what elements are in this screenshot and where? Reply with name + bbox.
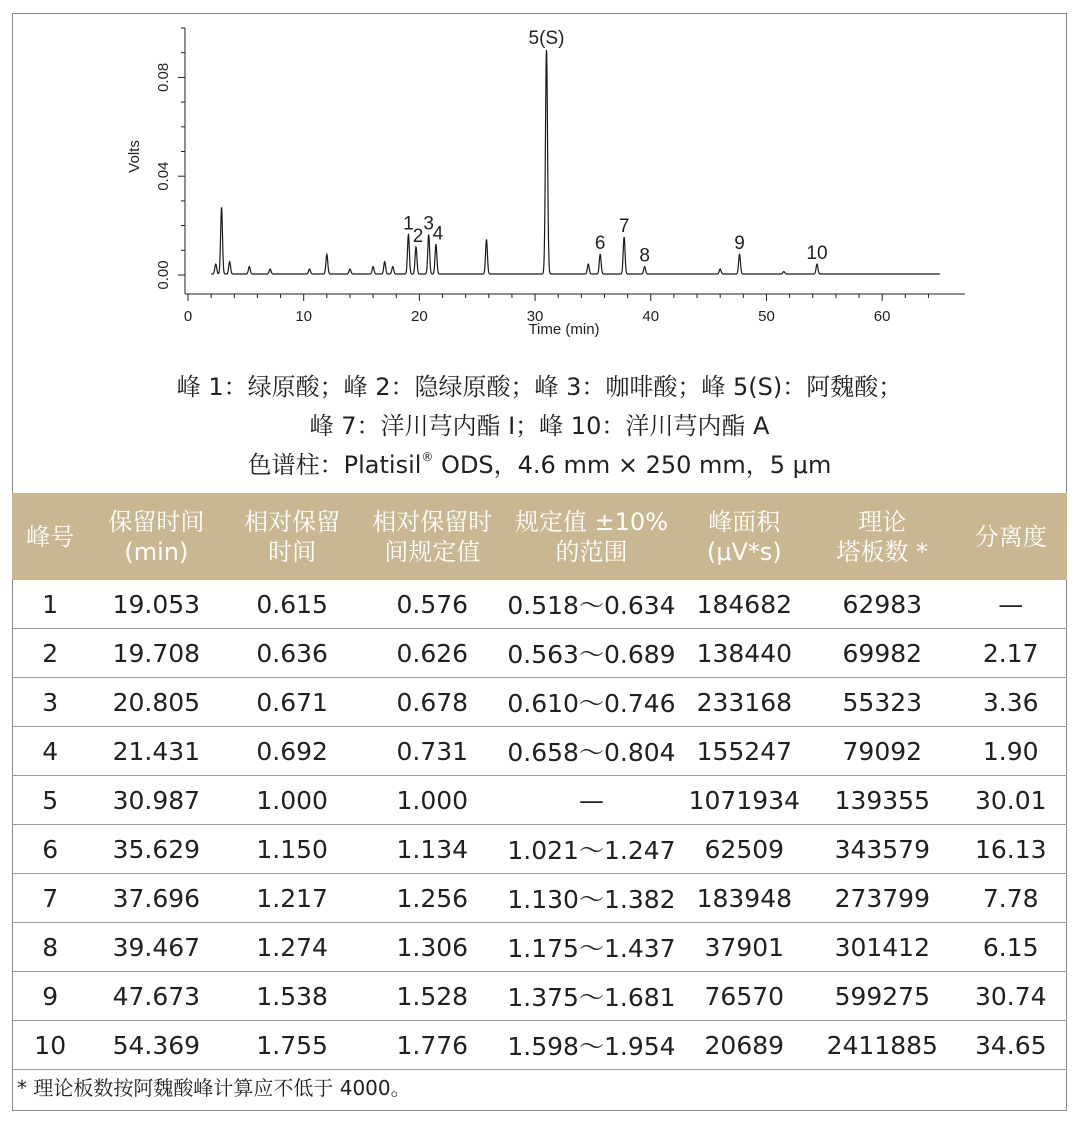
peak-labels [403,28,827,266]
table-cell: 1.538 [224,972,360,1021]
table-cell: 1.274 [224,923,360,972]
table-footnote: * 理论板数按阿魏酸峰计算应不低于 4000。 [17,1076,411,1100]
column-header [88,493,224,580]
peak-label-2: 2 [412,225,424,247]
column-header-line: (min) [124,537,189,566]
table-cell: 2.17 [954,629,1067,678]
column-header [12,493,88,580]
table-cell: 35.629 [88,825,224,874]
table-cell: 184682 [679,580,811,629]
table-cell: 1.90 [954,727,1067,776]
caption-line-3 [12,445,1067,480]
table-cell: 19.708 [88,629,224,678]
caption-line-1: 峰 1：绿原酸；峰 2：隐绿原酸；峰 3：咖啡酸；峰 5(S)：阿魏酸； [176,373,903,401]
table-cell: 0.692 [224,727,360,776]
peak-label-6: 6 [594,233,606,255]
table-cell: 37901 [679,923,811,972]
table-cell: 39.467 [88,923,224,972]
table-cell: 1.598～1.954 [504,1021,678,1070]
chart-axes [185,28,965,294]
table-row [12,825,1067,874]
table-row [12,629,1067,678]
table-cell: 1.130～1.382 [504,874,678,923]
table-cell: 21.431 [88,727,224,776]
table-cell: 0.615 [224,580,360,629]
table-cell: 138440 [679,629,811,678]
table-cell: 54.369 [88,1021,224,1070]
table-cell: 599275 [810,972,954,1021]
table-cell: 1.306 [360,923,504,972]
column-header-line: 分离度 [974,522,1047,551]
table-cell: 30.01 [954,776,1067,825]
table-cell: 69982 [810,629,954,678]
table-cell: 6 [12,825,88,874]
table-cell: 47.673 [88,972,224,1021]
x-tick-label: 20 [411,308,428,325]
table-cell: 1.528 [360,972,504,1021]
table-cell: 20689 [679,1021,811,1070]
y-tick-label: 0.08 [155,62,172,93]
x-tick-label: 0 [183,308,193,325]
table-cell: 1.000 [360,776,504,825]
table-row [12,678,1067,727]
table-cell: 10 [12,1021,88,1070]
column-header-line: 塔板数 * [836,537,929,566]
table-cell: 5 [12,776,88,825]
registered-mark: ® [421,450,434,464]
table-cell: 55323 [810,678,954,727]
peak-label-4: 4 [432,223,444,245]
table-cell: 1071934 [679,776,811,825]
table-cell: 155247 [679,727,811,776]
column-header-line: 理论 [858,507,907,536]
table-cell: 1.256 [360,874,504,923]
column-header-line: 相对保留时 [372,507,493,536]
table-cell: 3.36 [954,678,1067,727]
column-header-line: 间规定值 [384,537,481,566]
table-cell: 20.805 [88,678,224,727]
table-cell: 1.021～1.247 [504,825,678,874]
table-header-row [12,493,1067,580]
table-cell: 7.78 [954,874,1067,923]
table-cell: 6.15 [954,923,1067,972]
x-tick-label: 10 [295,308,313,325]
peak-label-10: 10 [806,243,828,265]
column-header-line: 时间 [268,537,317,566]
column-header-line: 峰面积 [708,507,781,536]
table-row [12,727,1067,776]
table-cell: 8 [12,923,88,972]
y-tick-label: 0.04 [155,161,172,191]
table-cell: 0.731 [360,727,504,776]
chromatogram-trace [211,50,940,274]
table-cell: 9 [12,972,88,1021]
peak-label-8: 8 [639,245,650,267]
column-header [810,493,954,580]
table-row [12,874,1067,923]
x-tick-label: 60 [873,308,891,325]
table-cell: — [954,580,1067,629]
table-cell: 2 [12,629,88,678]
table-cell: 1.755 [224,1021,360,1070]
table-cell: 37.696 [88,874,224,923]
column-header-line: 峰号 [26,522,75,551]
table-row [12,580,1067,629]
table-cell: 7 [12,874,88,923]
peak-label-3: 3 [423,213,434,235]
x-tick-label: 30 [526,308,544,325]
chart-ticks [155,28,928,325]
column-header-line: 相对保留 [244,507,341,536]
table-cell: 139355 [810,776,954,825]
table-cell: 183948 [679,874,811,923]
table-cell: 0.518～0.634 [504,580,678,629]
column-header-line: (μV*s) [706,537,782,566]
table-body [12,580,1067,1070]
table-cell: 301412 [810,923,954,972]
peak-table-wrapper [12,493,1067,1070]
table-cell: 19.053 [88,580,224,629]
table-cell: 0.610～0.746 [504,678,678,727]
table-cell: 4 [12,727,88,776]
peak-label-5(S): 5(S) [528,28,565,50]
column-header-line: 规定值 ±10% [514,507,669,536]
y-tick-label: 0.00 [155,260,172,290]
table-cell: 1.175～1.437 [504,923,678,972]
table-header [12,493,1067,580]
table-cell: 233168 [679,678,811,727]
table-row [12,776,1067,825]
table-cell: 2411885 [810,1021,954,1070]
table-cell: 30.987 [88,776,224,825]
table-cell: 1 [12,580,88,629]
x-tick-label: 40 [642,308,660,325]
table-row [12,1021,1067,1070]
table-cell: 0.626 [360,629,504,678]
peak-label-7: 7 [618,215,630,237]
y-axis-label: Volts [126,140,143,173]
column-header [224,493,360,580]
column-header [360,493,504,580]
column-header-line: 的范围 [555,537,628,566]
peak-label-1: 1 [403,213,414,235]
column-header-line: 保留时间 [108,507,205,536]
table-cell: 1.150 [224,825,360,874]
table-cell: 1.217 [224,874,360,923]
table-cell: 0.563～0.689 [504,629,678,678]
table-cell: 0.671 [224,678,360,727]
table-cell: 1.134 [360,825,504,874]
table-cell: 16.13 [954,825,1067,874]
table-cell: 3 [12,678,88,727]
chromatogram-chart [12,13,1067,353]
table-cell: 0.658～0.804 [504,727,678,776]
table-cell: 0.678 [360,678,504,727]
table-cell: 1.776 [360,1021,504,1070]
table-cell: 1.000 [224,776,360,825]
caption-line-3-prefix: 色谱柱：Platisil [247,451,422,479]
table-cell: 76570 [679,972,811,1021]
table-cell: 1.375～1.681 [504,972,678,1021]
column-header [679,493,811,580]
table-cell: 343579 [810,825,954,874]
table-cell: 79092 [810,727,954,776]
x-axis-label: Time (min) [528,321,600,338]
table-cell: 34.65 [954,1021,1067,1070]
table-cell: 30.74 [954,972,1067,1021]
table-cell: 62983 [810,580,954,629]
table-row [12,923,1067,972]
table-row [12,972,1067,1021]
table-cell: 0.576 [360,580,504,629]
column-header [954,493,1067,580]
table-cell: 62509 [679,825,811,874]
caption-line-2: 峰 7：洋川芎内酯 I；峰 10：洋川芎内酯 A [309,412,770,440]
peak-label-9: 9 [734,233,745,255]
table-cell: 0.636 [224,629,360,678]
column-header [504,493,678,580]
table-cell: — [504,776,678,825]
table-cell: 273799 [810,874,954,923]
caption-line-3-suffix: ODS，4.6 mm × 250 mm，5 μm [433,451,832,479]
peak-table [12,493,1067,1070]
x-tick-label: 50 [758,308,775,325]
